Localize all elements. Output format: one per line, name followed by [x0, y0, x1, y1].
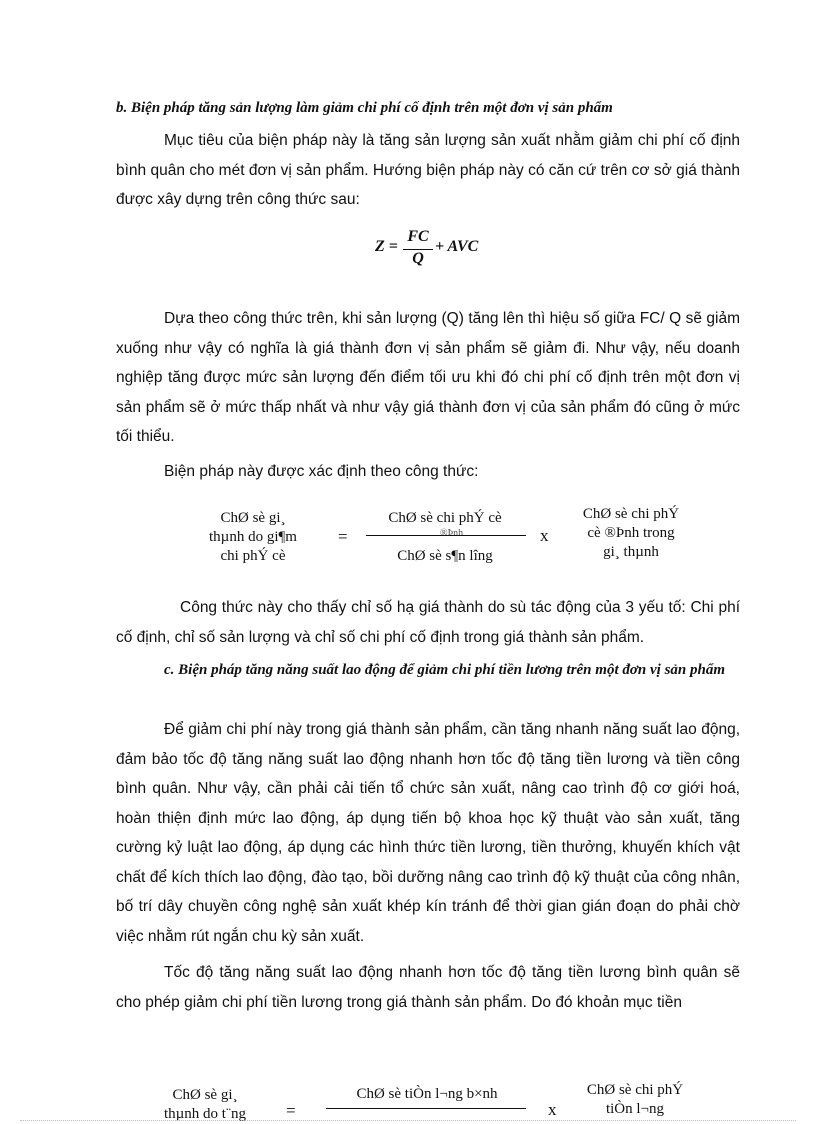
page-bottom-divider: [20, 1120, 796, 1121]
formula2-equals: =: [338, 527, 348, 546]
section-heading-b: b. Biện pháp tăng sản lượng làm giảm chi phí cố định trên một đơn vị sản phẩm: [116, 100, 613, 116]
paragraph-explanation: Dựa theo công thức trên, khi sản lượng (Q) tăng lên thì hiệu số giữa FC/ Q sẽ giảm xuống như vậy có nghĩa là giá thành đơn vị sản phẩm sẽ giảm đi. Như vậy, nếu doanh nghiệp tăng được mức sản lượng đến điểm tối ưu khi đó chi phí cố định trên một đơn vị sản phẩm sẽ ở mức thấp nhất và như vậy giá thành đơn vị của sản phẩm đó cũng ở mức tối thiểu.: [116, 310, 740, 445]
formula3-lhs: ChØ sè gi¸ thµnh do t¨ng: [164, 1087, 246, 1122]
formula-z-numerator: FC: [407, 228, 429, 245]
formula2-rhs: ChØ sè chi phÝ cè ®Þnh trong gi¸ thµnh: [582, 506, 680, 560]
paragraph-objective: Mục tiêu của biện pháp này là tăng sản lượng sản xuất nhằm giảm chi phí cố định bình quân cho mét đơn vị sản phẩm. Hướng biện pháp này có căn cứ trên cơ sở giá thành được xây dựng trên công thức sau:: [116, 132, 740, 208]
formula2-times: x: [540, 526, 549, 545]
formula3-times: x: [548, 1100, 557, 1119]
formula3-numerator: ChØ sè tiÒn l¬ng b×nh: [356, 1086, 498, 1102]
formula2-denominator: ChØ sè s¶n lîng: [397, 548, 493, 564]
formula-z-denominator: Q: [412, 250, 424, 267]
formula-z-lhs: Z =: [375, 238, 398, 255]
formula3-fraction-bar: [326, 1108, 526, 1109]
paragraph-formula-meaning: Công thức này cho thấy chỉ số hạ giá thành do sù tác động của 3 yếu tố: Chi phí cố định, chỉ số sản lượng và chỉ số chi phí cố định trong giá thành sản phẩm.: [116, 599, 740, 646]
section-heading-c: c. Biện pháp tăng năng suất lao động để giảm chi phí tiền lương trên một đơn vị sản phẩm: [164, 662, 726, 678]
formula2-numerator-overflow: ®Þnh: [440, 528, 464, 539]
formula2-lhs: ChØ sè gi¸ thµnh do gi¶m chi phÝ cè: [209, 510, 297, 564]
formula3-equals: =: [286, 1101, 296, 1120]
formula-z-rest: + AVC: [435, 238, 479, 255]
paragraph-labor-productivity: Để giảm chi phí này trong giá thành sản phẩm, cần tăng nhanh năng suất lao động, đảm bảo tốc độ tăng năng suất lao động nhanh hơn tốc độ tăng tiền lương và tiền công bình quân. Như vậy, cần phải cải tiến tổ chức sản xuất, nâng cao trình độ cơ giới hoá, hoàn thiện định mức lao động, áp dụng tiến bộ khoa học kỹ thuật vào sản xuất, tăng cường kỷ luật lao động, áp dụng các hình thức tiền lương, tiền thưởng, khuyến khích vật chất để kích thích lao động, đào tạo, bồi dưỡng nâng cao trình độ kỹ thuật của công nhân, bố trí dây chuyền công nghệ sản xuất khép kín tránh để thời gian gián đoạn do phải chờ việc nhằm rút ngắn chu kỳ sản xuất.: [116, 721, 740, 945]
paragraph-method-intro: Biện pháp này được xác định theo công thức:: [164, 463, 479, 480]
formula2-fraction-bar: [366, 535, 526, 536]
formula3-rhs: ChØ sè chi phÝ tiÒn l¬ng: [586, 1082, 684, 1117]
paragraph-wage-speed: Tốc độ tăng năng suất lao động nhanh hơn tốc độ tăng tiền lương bình quân sẽ cho phép giảm chi phí tiền lương trong giá thành sản phẩm. Do đó khoản mục tiền: [116, 964, 740, 1011]
formula2-numerator: ChØ sè chi phÝ cè: [388, 510, 502, 526]
